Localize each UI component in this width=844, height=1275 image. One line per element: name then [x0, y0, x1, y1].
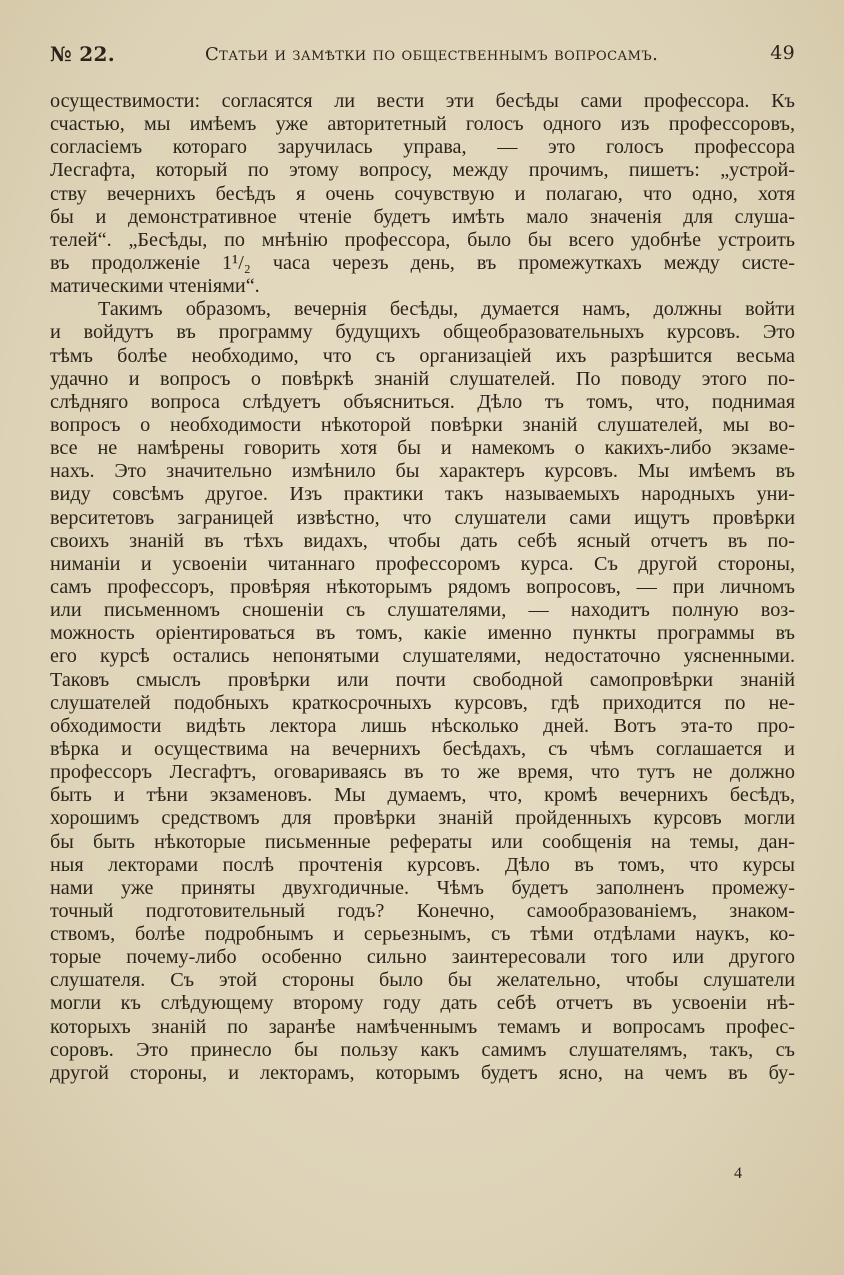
text-line: нами уже приняты двухгодичные. Чѣмъ будетъ заполненъ промежу- — [50, 876, 795, 899]
text-line: телей“. „Бесѣды, по мнѣнію профессора, было бы всего удобнѣе устроить — [50, 228, 795, 251]
text-line: осуществимости: согласятся ли вести эти бесѣды сами профессора. Къ — [50, 90, 795, 112]
text-line: его курсѣ остались непонятыми слушателями, недостаточно уясненными. — [50, 645, 795, 668]
text-line: обходимости видѣть лектора лишь нѣсколько дней. Вотъ эта-то про- — [50, 714, 795, 737]
text-line: все не намѣрены говорить хотя бы и намекомъ о какихъ-либо экзаме- — [50, 437, 795, 460]
text-line: вопросъ о необходимости нѣкоторой повѣрки знаній слушателей, мы во- — [50, 413, 795, 436]
text-line: согласіемъ котораго заручилась управа, — это голосъ профессора — [50, 136, 795, 159]
text-line: хорошимъ средствомъ для провѣрки знаній пройденныхъ курсовъ могли — [50, 807, 795, 830]
text-line: которыхъ знаній по заранѣе намѣченнымъ темамъ и вопросамъ профес- — [50, 1015, 795, 1038]
text-line: самъ профессоръ, провѣряя нѣкоторымъ рядомъ вопросовъ, — при личномъ — [50, 575, 795, 598]
section-title: Статьи и замѣтки по общественнымъ вопросамъ. — [205, 44, 659, 65]
text-line: виду совсѣмъ другое. Изъ практики такъ называемыхъ народныхъ уни- — [50, 483, 795, 506]
text-line: ству вечернихъ бесѣдъ я очень сочувствую и полагаю, что одно, хотя — [50, 182, 795, 205]
text-line: слушателя. Съ этой стороны было бы желательно, чтобы слушатели — [50, 969, 795, 992]
text-line: удачно и вопросъ о повѣркѣ знаній слушателей. По поводу этого по- — [50, 367, 795, 390]
text-line: быть и тѣни экзаменовъ. Мы думаемъ, что, кромѣ вечернихъ бесѣдъ, — [50, 784, 795, 807]
article-body — [50, 90, 795, 1085]
text-line: вѣрка и осуществима на вечернихъ бесѣдахъ, съ чѣмъ соглашается и — [50, 737, 795, 760]
text-line: ствомъ, болѣе подробнымъ и серьезнымъ, съ тѣми отдѣлами наукъ, ко- — [50, 923, 795, 946]
text-line: своихъ знаній въ тѣхъ видахъ, чтобы дать себѣ ясный отчетъ въ по- — [50, 529, 795, 552]
text-line: бы быть нѣкоторые письменные рефераты или сообщенія на темы, дан- — [50, 830, 795, 853]
text-line: бы и демонстративное чтеніе будетъ имѣть мало значенія для слуша- — [50, 205, 795, 228]
page-number: 49 — [770, 42, 795, 64]
issue-number: № 22. — [50, 42, 115, 66]
paragraph-start-line: Такимъ образомъ, вечернія бесѣды, думается намъ, должны войти — [98, 298, 795, 321]
text-line: могли къ слѣдующему второму году дать себѣ отчетъ въ усвоеніи нѣ- — [50, 992, 795, 1015]
text-line: матическими чтеніями“. — [50, 275, 260, 298]
text-line: ныя лекторами послѣ прочтенія курсовъ. Дѣло въ томъ, что курсы — [50, 853, 795, 876]
text-line: или письменномъ сношеніи съ слушателями, — находитъ полную воз- — [50, 599, 795, 622]
printer-signature-mark: 4 — [734, 1165, 742, 1182]
text-line: слушателей подобныхъ краткосрочныхъ курсовъ, гдѣ приходится по не- — [50, 691, 795, 714]
text-line: соровъ. Это принесло бы пользу какъ самимъ слушателямъ, такъ, съ — [50, 1038, 795, 1061]
text-line: Таковъ смыслъ провѣрки или почти свободной самопровѣрки знаній — [50, 668, 795, 691]
text-line: можность оріентироваться въ томъ, какіе именно пункты программы въ — [50, 622, 795, 645]
text-line: другой стороны, и лекторамъ, которымъ будетъ ясно, на чемъ въ бу- — [50, 1061, 795, 1084]
text-line: тѣмъ болѣе необходимо, что съ организаціей ихъ разрѣшится весьма — [50, 344, 795, 367]
text-line: и войдутъ въ программу будущихъ общеобразовательныхъ курсовъ. Это — [50, 321, 795, 344]
text-line: слѣдняго вопроса слѣдуетъ объясниться. Дѣло тъ томъ, что, поднимая — [50, 390, 795, 413]
running-header — [50, 42, 795, 72]
text-line: Лесгафта, который по этому вопросу, между прочимъ, пишетъ: „устрой- — [50, 159, 795, 182]
text-line: ниманіи и усвоеніи читаннаго профессоромъ курса. Съ другой стороны, — [50, 552, 795, 575]
text-line: точный подготовительный годъ? Конечно, самообразованіемъ, знаком- — [50, 899, 795, 922]
text-line: счастью, мы имѣемъ уже авторитетный голосъ одного изъ профессоровъ, — [50, 113, 795, 136]
text-line: въ продолженіе 1¹/₂ часа черезъ день, въ промежуткахъ между систе- — [50, 251, 795, 274]
text-line: верситетовъ заграницей извѣстно, что слушатели сами ищутъ провѣрки — [50, 506, 795, 529]
text-line: торые почему-либо особенно сильно заинтересовали того или другого — [50, 946, 795, 969]
text-line: нахъ. Это значительно измѣнило бы характеръ курсовъ. Мы имѣемъ въ — [50, 460, 795, 483]
text-line: профессоръ Лесгафтъ, оговариваясь въ то же время, что тутъ не должно — [50, 761, 795, 784]
